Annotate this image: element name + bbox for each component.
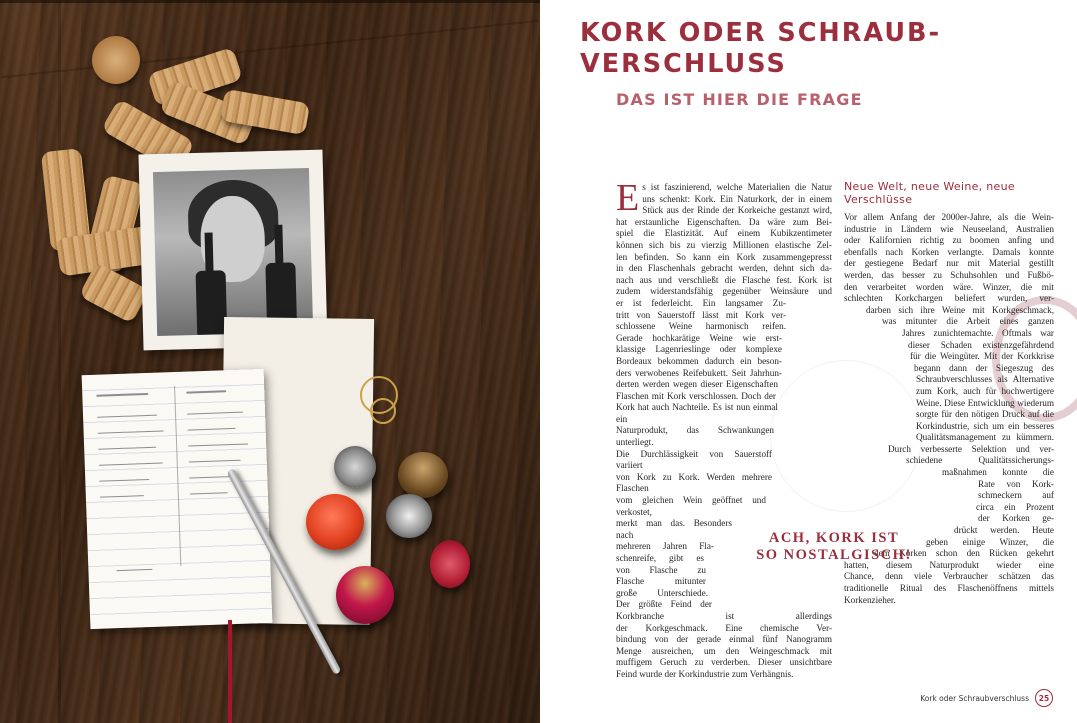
article-line: der gestiegene Bedarf nur mit Material gestillt (844, 258, 1054, 269)
red-screw-cap (306, 494, 364, 550)
article-line: Flaschen mit Kork verschlossen. Doch der (616, 390, 776, 401)
article-line: den verarbeitet worden wäre. Winzer, die mit (844, 281, 1054, 292)
article-line: s ist faszinierend, welche Materialien die Natur (642, 182, 832, 192)
article-line: Korkindustrie, sich um ein besseres (916, 420, 1054, 431)
plank-gap (58, 0, 61, 723)
pull-quote-line-1: ACH, KORK IST (768, 530, 900, 546)
article-line: von Flasche zu (616, 564, 706, 575)
article-line: hatten, diesem Naturprodukt wieder eine (844, 559, 1054, 570)
note-scribble (98, 430, 164, 433)
page-footer (920, 689, 1053, 707)
article-line: können sich bis zu vierzig Millionen elastische Zel- (616, 239, 832, 250)
pull-quote-line-2: SO NOSTALGISCH! (756, 547, 912, 563)
article-line: mehreren Jahren Fla- (616, 541, 714, 552)
article-line: dem Korken schon den Rücken gekehrt (874, 548, 1054, 559)
article-line: er ist federleicht. Ein langsamer Zu- (616, 297, 786, 308)
article-line: zudem widerstandsfähig gegenüber Weinsäure und (616, 286, 832, 297)
article-line: merkt man das. Besonders nach (616, 518, 732, 540)
text-page (540, 0, 1077, 723)
note-divider (174, 386, 181, 566)
running-title: Kork oder Schraubverschluss (920, 693, 1029, 703)
article-line: Stück aus der Rinde der Korkeiche gestanzt wird, (642, 205, 832, 216)
article-line: circa ein Prozent (976, 501, 1054, 512)
article-line: Chance, denn viele Verbraucher schätzen das (844, 571, 1054, 582)
portrait-photo (153, 168, 313, 336)
article-line: bindung von der gerade einmal fünf Nanogramm (616, 634, 832, 645)
article-body-left (616, 177, 832, 681)
crimson-screw-cap (430, 540, 470, 588)
article-line: geben einige Winzer, die (926, 536, 1054, 547)
plank-gap (0, 0, 540, 3)
article-line: schlossene Weine harmonisch reifen. (616, 321, 786, 332)
article-line: traditionelle Ritual des Flaschenöffnens mittels (844, 583, 1054, 593)
article-line: drückt werden. Heute (954, 525, 1054, 536)
article-line: Die Durchlässigkeit von Sauerstoff variiert (616, 448, 772, 471)
note-scribble (99, 479, 149, 482)
note-scribble (188, 443, 248, 446)
article-line: dieser Schaden existenzgefährdend (908, 339, 1054, 350)
article-line: schlechten Korkchargen beliefert wurden, ver- (844, 293, 1054, 304)
page-subtitle: DAS IST HIER DIE FRAGE (616, 90, 863, 109)
article-column-left (616, 177, 832, 681)
note-scribble (98, 447, 156, 450)
article-line: schenreife, gibt es (616, 553, 704, 563)
magenta-gold-screw-cap (336, 566, 394, 624)
note-scribble (100, 495, 144, 498)
article-line: len befinden. So kann ein Kork zusammengepresst (616, 251, 832, 262)
article-line: werden, das besser zu Schuhsohlen und Fußbö- (844, 269, 1054, 280)
article-line: klassige Lagenrieslinge oder komplexe (616, 344, 782, 355)
article-line: Schraubverschlusses als Alternative (916, 374, 1054, 385)
article-line: Weine. Diese Entwicklung wiederum (916, 397, 1054, 408)
page-number: 25 (1035, 689, 1053, 707)
drop-cap: E (616, 177, 640, 219)
article-line: industrie in Ländern wie Neuseeland, Australien (844, 223, 1054, 234)
article-line: uns schenkt: Kork. Ein Naturkork, der in einem (642, 193, 832, 204)
bronze-screw-cap (398, 452, 448, 498)
article-line: Durch verbesserte Selektion und ver- (888, 443, 1054, 454)
article-line: ders verwobenes Reifebukett. Seit Jahrhun- (616, 367, 782, 378)
article-line: Naturprodukt, das Schwankungen unterliegt. (616, 425, 774, 448)
photo-bottle-neck (274, 225, 283, 265)
article-line: muffigem Geruch zu verderben. Dieser unsichtbare (616, 657, 832, 668)
article-line: von Kork zu Kork. Werden mehrere Flaschen (616, 471, 772, 494)
article-line: Qualitätsmanagement zu kümmern. (916, 432, 1054, 443)
article-line: zum Kork, auch für hochwertigere (916, 385, 1054, 396)
note-scribble (187, 412, 243, 415)
article-line: nach aus und verschließt die Flasche fest. Kork ist (616, 274, 832, 285)
pull-quote (750, 530, 918, 564)
wire-cage (370, 398, 396, 424)
note-scribble (97, 415, 157, 418)
photo-bottle (196, 270, 228, 335)
article-line: Korkenzieher. (844, 594, 896, 605)
article-line: Rate von Kork- (978, 478, 1054, 489)
page-title-line-2: VERSCHLUSS (580, 49, 787, 79)
article-line: Flasche mitunter (616, 576, 706, 587)
article-line: in den Flaschenhals gebracht werden, dehnt sich da- (616, 263, 832, 274)
article-line: Menge ausreichen, um den Weingeschmack mit (616, 645, 832, 656)
article-line: hat erstaunliche Eigenschaften. Da wäre zum Bei- (616, 216, 832, 227)
plank-gap (1, 20, 538, 78)
article-line: der Korken ge- (978, 513, 1054, 524)
article-line: vom gleichen Wein geöffnet und verkostet, (616, 495, 766, 517)
page-title-line-1: KORK ODER SCHRAUB- (580, 18, 942, 48)
note-scribble (186, 390, 226, 393)
article-line: Feind wurde der Korkindustrie zum Verhängnis. (616, 668, 794, 679)
article-line: derten werden wegen dieser Eigenschaften (616, 379, 778, 390)
article-line: Vor allem Anfang der 2000er-Jahre, als die Wein- (844, 212, 1054, 222)
article-line: darben sich ihre Weine mit Korkgeschmack, (866, 304, 1054, 315)
article-line: Bordeaux bekommen dadurch ein beson- (616, 355, 782, 366)
page-title (580, 18, 960, 80)
article-line: maßnahmen konnte die (942, 467, 1054, 478)
article-line: der Korkgeschmack. Eine chemische Ver- (616, 622, 832, 633)
note-scribble (189, 460, 241, 463)
article-line: Korkbranche ist allerdings (616, 610, 832, 621)
note-scribble (188, 428, 236, 431)
article-line: Gerade hochkarätige Weine wie erst- (616, 332, 782, 343)
silver-screw-cap (386, 494, 432, 538)
note-scribble (96, 393, 148, 397)
article-line: Der größte Feind der (616, 599, 712, 610)
article-line: große Unterschiede. (616, 587, 708, 598)
article-line: ebenfalls nach Korken verlangte. Damals konnte (844, 246, 1054, 257)
red-ribbon (228, 620, 232, 723)
cork-end (92, 36, 140, 84)
article-line: was mitunter die Arbeit eines ganzen (882, 316, 1054, 327)
article-line: für die Weingüter. Mit der Korkkrise (910, 351, 1054, 362)
photo-bottle-neck (205, 233, 214, 273)
article-line: Kork hat auch Nachteile. Es ist nun einmal ein (616, 402, 778, 424)
section-heading: Neue Welt, neue Weine, neue Verschlüsse (844, 180, 1015, 206)
note-scribble (116, 569, 152, 571)
article-line: tritt von Sauerstoff lässt mit Kork ver- (616, 309, 786, 320)
note-scribble (99, 462, 163, 465)
article-line: Jahres zunichtemachte. Oftmals war (902, 327, 1054, 338)
article-line: sorgte für den nötigen Druck auf die (916, 409, 1054, 420)
article-line: oder Kalifornien richtig zu boomen anfing und (844, 235, 1054, 246)
article-line: spiel die Elastizität. Auf einem Kubikzentimeter (616, 228, 832, 239)
silver-screw-cap (334, 446, 376, 488)
article-line: schiedene Qualitätssicherungs- (906, 455, 1054, 466)
note-scribble (190, 492, 228, 494)
article-line: begann dann der Siegeszug des (914, 362, 1054, 373)
article-line: schmeckern auf (978, 490, 1054, 501)
